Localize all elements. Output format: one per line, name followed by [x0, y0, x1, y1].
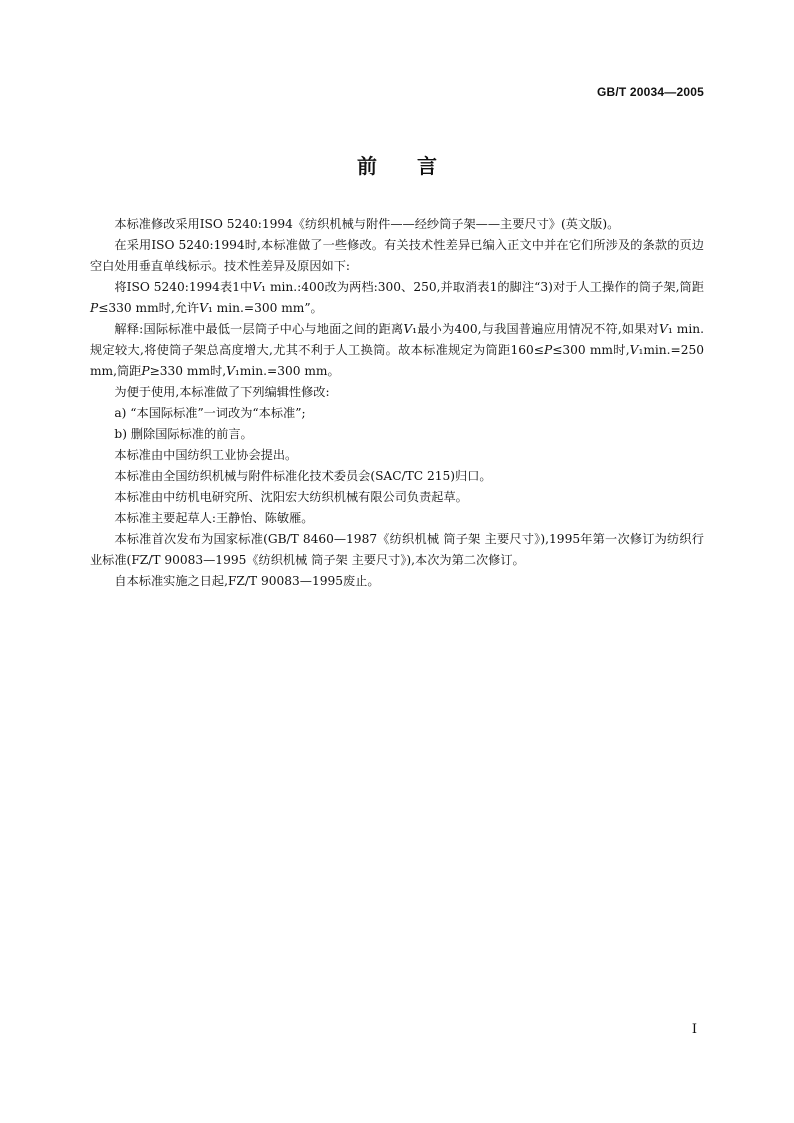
paragraph: 本标准由中国纺织工业协会提出。: [114, 448, 298, 462]
standard-code: GB/T 20034—2005: [596, 85, 704, 99]
paragraph: 为便于使用,本标准做了下列编辑性修改:: [114, 385, 330, 399]
paragraph: 本标准由中纺机电研究所、沈阳宏大纺织机械有限公司负责起草。: [114, 490, 468, 504]
paragraph: 本标准由全国纺织机械与附件标准化技术委员会(SAC/TC 215)归口。: [114, 469, 492, 483]
title-char-right: 言: [417, 154, 437, 178]
title-char-left: 前: [357, 154, 377, 178]
foreword-body: [90, 214, 704, 592]
text-run: ≤330 mm时,允许: [98, 301, 200, 315]
italic-symbol: P: [90, 301, 99, 315]
italic-symbol: V: [403, 322, 413, 336]
page-title: [0, 150, 794, 179]
text-run: ₁min.=250 mm,筒距: [90, 343, 704, 378]
paragraph-rich: [90, 277, 704, 319]
text-run: ₁ min.:400改为两档:300、250,并取消表1的脚注“3)对于人工操作的筒子架,筒距: [261, 280, 704, 294]
list-item: b) 删除国际标准的前言。: [114, 427, 253, 441]
paragraph: 本标准首次发布为国家标准(GB/T 8460—1987《纺织机械 筒子架 主要尺寸》),1995年第一次修订为纺织行业标准(FZ/T 90083—1995《纺织机械 筒子架 主要尺寸》),本次为第二次修订。: [90, 532, 704, 567]
page-number: I: [691, 1022, 697, 1037]
text-run: ₁ min.=300 mm”。: [207, 301, 323, 315]
italic-symbol: V: [659, 322, 668, 336]
paragraph: 在采用ISO 5240:1994时,本标准做了一些修改。有关技术性差异已编入正文中并在它们所涉及的条款的页边空白处用垂直单线标示。技术性差异及原因如下:: [90, 238, 704, 273]
text-run: ≤300 mm时,: [552, 343, 630, 357]
paragraph: 本标准修改采用ISO 5240:1994《纺织机械与附件——经纱筒子架——主要尺寸》(英文版)。: [114, 217, 620, 231]
text-run: ≥330 mm时,: [149, 364, 227, 378]
text-run: 解释:国际标准中最低一层筒子中心与地面之间的距离: [114, 322, 404, 336]
text-run: 将ISO 5240:1994表1中: [114, 280, 253, 294]
italic-symbol: V: [629, 343, 639, 357]
paragraph: 本标准主要起草人:王静怡、陈敏雁。: [114, 511, 314, 525]
italic-symbol: V: [226, 364, 235, 378]
italic-symbol: P: [544, 343, 553, 357]
italic-symbol: V: [199, 301, 208, 315]
paragraph: 自本标准实施之日起,FZ/T 90083—1995废止。: [114, 574, 380, 588]
text-run: ₁min.=300 mm。: [234, 364, 340, 378]
text-run: ₁ min.规定较大,将使筒子架总高度增大,尤其不利于人工换筒。故本标准规定为筒距160≤: [90, 322, 704, 357]
text-run: ₁最小为400,与我国普遍应用情况不符,如果对: [412, 322, 660, 336]
paragraph-rich: [90, 319, 704, 382]
italic-symbol: V: [252, 280, 262, 294]
list-item: a) “本国际标准”一词改为“本标准”;: [114, 406, 306, 420]
italic-symbol: P: [141, 364, 150, 378]
